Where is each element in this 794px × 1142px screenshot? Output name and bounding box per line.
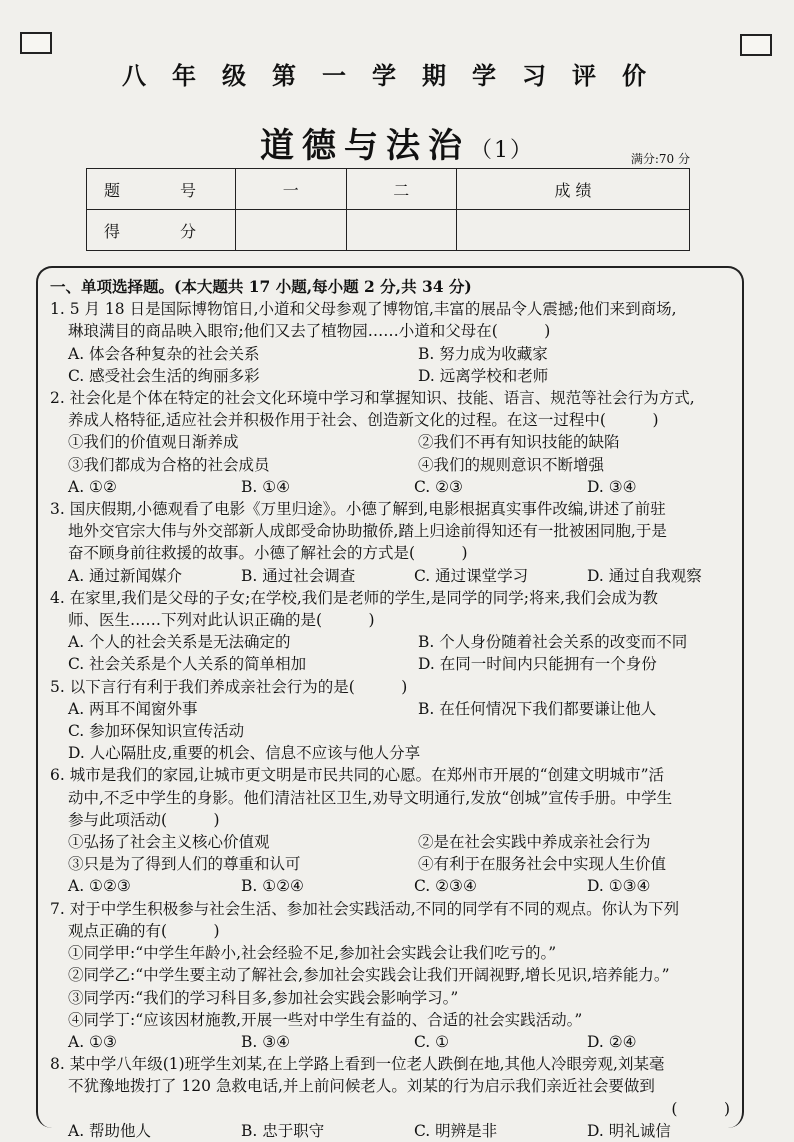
option-b[interactable]: B. 个人身份随着社会关系的改变而不同	[418, 633, 688, 652]
question-stem: 1. 5 月 18 日是国际博物馆日,小道和父母参观了博物馆,丰富的展品令人震撼;他们来到商场,	[50, 300, 677, 319]
option-b[interactable]: B. 通过社会调查	[241, 566, 356, 585]
answer-paren: ( )	[671, 1099, 730, 1118]
score-table-cell: 题 号	[87, 169, 236, 210]
question-stem: 不犹豫地拨打了 120 急救电话,并上前问候老人。刘某的行为启示我们亲近社会要做到	[68, 1077, 655, 1096]
option-c[interactable]: C. ②③	[414, 477, 463, 496]
option-d[interactable]: D. 通过自我观察	[587, 566, 702, 585]
score-table-score-row	[87, 210, 690, 251]
statement: ④我们的规则意识不断增强	[418, 455, 605, 474]
option-b[interactable]: B. ③④	[241, 1032, 291, 1051]
question-stem: 8. 某中学八年级(1)班学生刘某,在上学路上看到一位老人跌倒在地,其他人冷眼旁观,刘某毫	[50, 1055, 665, 1074]
statement: ③我们都成为合格的社会成员	[68, 455, 270, 474]
question-1	[50, 298, 740, 387]
option-c[interactable]: C. 明辨是非	[414, 1121, 498, 1140]
question-stem: 奋不顾身前往救援的故事。小德了解社会的方式是( )	[68, 544, 468, 563]
option-a[interactable]: A. 帮助他人	[68, 1121, 152, 1140]
option-c[interactable]: C. 社会关系是个人关系的简单相加	[68, 655, 307, 674]
option-d[interactable]: D. ②④	[587, 1032, 637, 1051]
statement: ④同学丁:“应该因材施教,开展一些对中学生有益的、合适的社会实践活动。”	[68, 1010, 583, 1029]
question-stem: 7. 对于中学生积极参与社会生活、参加社会实践活动,不同的同学有不同的观点。你认为下列	[50, 899, 680, 918]
question-4	[50, 587, 740, 676]
option-d[interactable]: D. ①③④	[587, 877, 651, 896]
question-7	[50, 898, 740, 1053]
statement: ②同学乙:“中学生要主动了解社会,参加社会实践会让我们开阔视野,增长见识,培养能力。”	[68, 966, 670, 985]
question-stem: 师、医生……下列对此认识正确的是( )	[68, 611, 375, 630]
question-5	[50, 676, 740, 765]
score-input-cell[interactable]	[346, 210, 457, 251]
option-a[interactable]: A. 通过新闻媒介	[68, 566, 183, 585]
score-table-header-row	[87, 169, 690, 210]
question-6	[50, 764, 740, 897]
question-3	[50, 498, 740, 587]
question-stem: 地外交官宗大伟与外交部新人成郎受命协助撤侨,踏上归途前得知还有一批被困同胞,于是	[68, 522, 667, 541]
statement: ③同学丙:“我们的学习科目多,参加社会实践会影响学习。”	[68, 988, 459, 1007]
option-d[interactable]: D. ③④	[587, 477, 637, 496]
question-stem: 2. 社会化是个体在特定的社会文化环境中学习和掌握知识、技能、语言、规范等社会行为方式,	[50, 389, 695, 408]
full-score: 满分:70 分	[630, 152, 690, 166]
option-a[interactable]: A. ①②③	[68, 877, 131, 896]
score-input-cell[interactable]	[236, 210, 347, 251]
option-b[interactable]: B. 在任何情况下我们都要谦让他人	[418, 699, 657, 718]
question-2	[50, 387, 740, 498]
option-d[interactable]: D. 明礼诚信	[587, 1121, 671, 1140]
statement: ①我们的价值观日渐养成	[68, 433, 239, 452]
score-table-cell: 一	[236, 169, 347, 210]
option-c[interactable]: C. ①	[414, 1032, 450, 1051]
subject-volume: （1）	[470, 138, 534, 163]
option-c[interactable]: C. 参加环保知识宣传活动	[68, 722, 245, 741]
section-heading: 一、单项选择题。(本大题共 17 小题,每小题 2 分,共 34 分)	[50, 277, 472, 296]
option-d[interactable]: D. 在同一时间内只能拥有一个身份	[418, 655, 657, 674]
question-stem: 3. 国庆假期,小德观看了电影《万里归途》。小德了解到,电影根据真实事件改编,讲述了前驻	[50, 500, 666, 519]
question-stem: 琳琅满目的商品映入眼帘;他们又去了植物园……小道和父母在( )	[68, 322, 551, 341]
exam-header-title: 八年级第一学期学习评价	[122, 61, 672, 90]
statement: ③只是为了得到人们的尊重和认可	[68, 855, 301, 874]
score-table-cell: 得 分	[87, 210, 236, 251]
question-stem: 观点正确的有( )	[68, 921, 220, 940]
subject-name: 道德与法治	[260, 126, 470, 166]
option-a[interactable]: A. 体会各种复杂的社会关系	[68, 344, 260, 363]
option-b[interactable]: B. 忠于职守	[241, 1121, 325, 1140]
score-table	[86, 168, 690, 251]
option-d[interactable]: D. 人心隔肚皮,重要的机会、信息不应该与他人分享	[68, 744, 421, 763]
statement: ④有利于在服务社会中实现人生价值	[418, 855, 667, 874]
option-d[interactable]: D. 远离学校和老师	[418, 366, 549, 385]
score-table-cell: 成 绩	[457, 169, 690, 210]
score-input-cell[interactable]	[457, 210, 690, 251]
option-b[interactable]: B. ①④	[241, 477, 291, 496]
question-stem: 4. 在家里,我们是父母的子女;在学校,我们是老师的学生,是同学的同学;将来,我们会成为教	[50, 588, 658, 607]
option-a[interactable]: A. ①②	[68, 477, 117, 496]
statement: ②是在社会实践中养成亲社会行为	[418, 833, 651, 852]
corner-mark-right	[740, 34, 772, 56]
question-8	[50, 1053, 740, 1142]
statement: ②我们不再有知识技能的缺陷	[418, 433, 620, 452]
option-a[interactable]: A. 个人的社会关系是无法确定的	[68, 633, 291, 652]
statement: ①弘扬了社会主义核心价值观	[68, 833, 270, 852]
option-b[interactable]: B. ①②④	[241, 877, 304, 896]
option-c[interactable]: C. 通过课堂学习	[414, 566, 529, 585]
option-a[interactable]: A. 两耳不闻窗外事	[68, 699, 198, 718]
question-stem: 5. 以下言行有利于我们养成亲社会行为的是( )	[50, 677, 408, 696]
option-c[interactable]: C. ②③④	[414, 877, 477, 896]
statement: ①同学甲:“中学生年龄小,社会经验不足,参加社会实践会让我们吃亏的。”	[68, 944, 557, 963]
question-stem: 6. 城市是我们的家园,让城市更文明是市民共同的心愿。在郑州市开展的“创建文明城市”活	[50, 766, 664, 785]
question-content	[50, 276, 740, 1142]
question-stem: 养成人格特征,适应社会并积极作用于社会、创造新文化的过程。在这一过程中( )	[68, 411, 659, 430]
question-stem: 动中,不乏中学生的身影。他们清洁社区卫生,劝导文明通行,发放“创城”宣传手册。中学生	[68, 788, 673, 807]
option-c[interactable]: C. 感受社会生活的绚丽多彩	[68, 366, 260, 385]
corner-mark-left	[20, 32, 52, 54]
option-b[interactable]: B. 努力成为收藏家	[418, 344, 548, 363]
option-a[interactable]: A. ①③	[68, 1032, 117, 1051]
score-table-cell: 二	[346, 169, 457, 210]
question-stem: 参与此项活动( )	[68, 810, 220, 829]
